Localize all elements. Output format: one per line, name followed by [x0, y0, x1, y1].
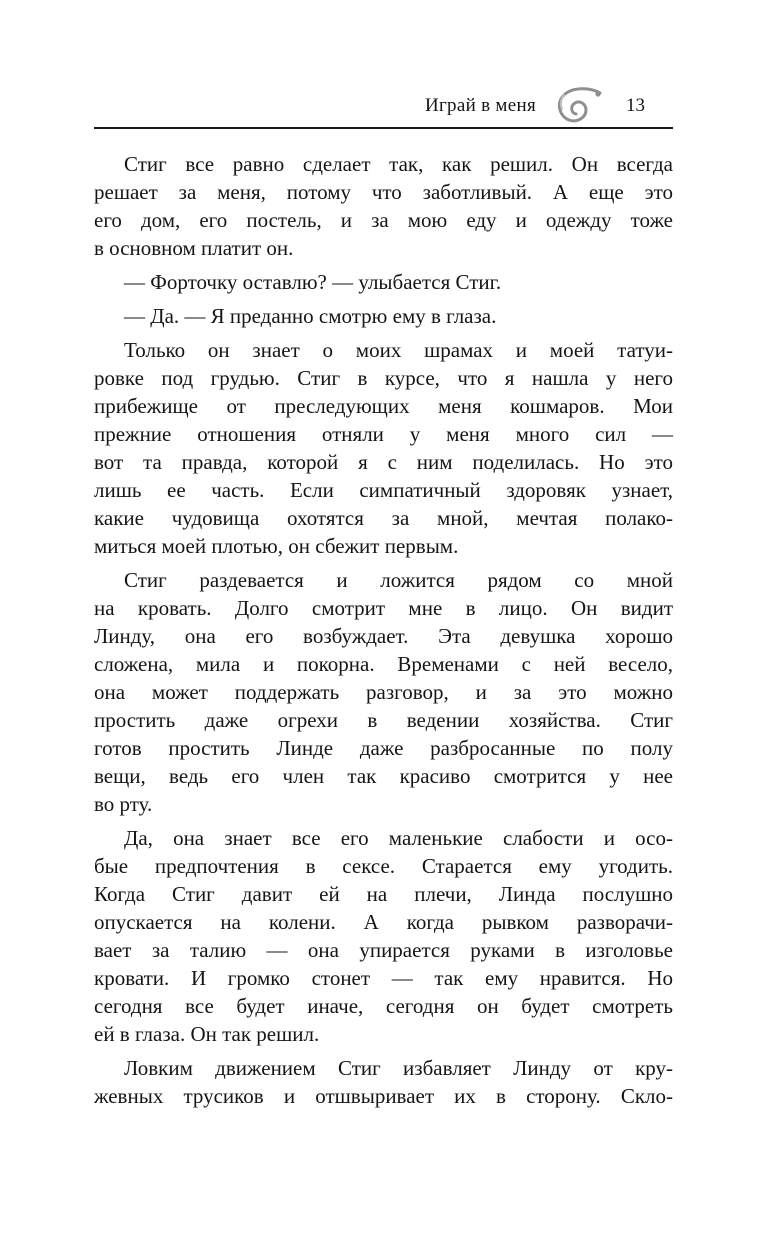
- text-line: миться моей плотью, он сбежит первым.: [94, 534, 459, 558]
- text-line: Линду, она его возбуждает. Эта девушка хорошо: [94, 624, 673, 648]
- text-line: Стиг все равно сделает так, как решил. Он всегда: [124, 152, 673, 176]
- text-line: вает за талию — она упирается руками в изголовье: [94, 938, 673, 962]
- page-header: [94, 88, 673, 124]
- text-line: жевных трусиков и отшвыривает их в сторону. Скло-: [94, 1084, 673, 1108]
- text-line: Когда Стиг давит ей на плечи, Линда послушно: [94, 882, 673, 906]
- text-line: сегодня все будет иначе, сегодня он будет смотреть: [94, 994, 673, 1018]
- text-line: вот та правда, которой я с ним поделилась. Но это: [94, 450, 673, 474]
- text-line: в основном платит он.: [94, 236, 294, 260]
- text-line: решает за меня, потому что заботливый. А еще это: [94, 180, 673, 204]
- text-line: вещи, ведь его член так красиво смотрится у нее: [94, 764, 673, 788]
- text-line: Только он знает о моих шрамах и моей татуи-: [124, 338, 673, 362]
- text-line: опускается на колени. А когда рывком разворачи-: [94, 910, 673, 934]
- text-line: во рту.: [94, 792, 153, 816]
- text-line: бые предпочтения в сексе. Старается ему угодить.: [94, 854, 673, 878]
- text-line: — Форточку оставлю? — улыбается Стиг.: [124, 270, 502, 294]
- header-rule: [94, 127, 673, 129]
- text-line: лишь ее часть. Если симпатичный здоровяк узнает,: [94, 478, 673, 502]
- paragraph: [94, 566, 673, 818]
- text-line: — Да. — Я преданно смотрю ему в глаза.: [124, 304, 497, 328]
- paragraph: [94, 150, 673, 262]
- flourish-icon: [550, 86, 604, 126]
- text-line: прибежище от преследующих меня кошмаров. Мои: [94, 394, 673, 418]
- text-line: готов простить Линде даже разбросанные по полу: [94, 736, 673, 760]
- text-line: какие чудовища охотятся за мной, мечтая полако-: [94, 506, 673, 530]
- text-line: его дом, его постель, и за мою еду и одежду тоже: [94, 208, 673, 232]
- text-line: Стиг раздевается и ложится рядом со мной: [124, 568, 673, 592]
- paragraph: [94, 336, 673, 560]
- paragraph: [94, 268, 673, 296]
- text-line: Да, она знает все его маленькие слабости и осо-: [124, 826, 673, 850]
- text-line: кровати. И громко стонет — так ему нравится. Но: [94, 966, 673, 990]
- text-line: простить даже огрехи в ведении хозяйства. Стиг: [94, 708, 673, 732]
- paragraph: [94, 824, 673, 1048]
- text-line: она может поддержать разговор, и за это можно: [94, 680, 673, 704]
- paragraph: [94, 302, 673, 330]
- text-line: Ловким движением Стиг избавляет Линду от кру-: [124, 1056, 673, 1080]
- text-line: сложена, мила и покорна. Временами с ней весело,: [94, 652, 673, 676]
- text-line: ровке под грудью. Стиг в курсе, что я нашла у него: [94, 366, 673, 390]
- running-title: Играй в меня: [424, 95, 536, 116]
- page-number: 13: [626, 95, 645, 116]
- body-text: [94, 150, 673, 1110]
- text-line: на кровать. Долго смотрит мне в лицо. Он видит: [94, 596, 673, 620]
- text-line: прежние отношения отняли у меня много сил —: [94, 422, 673, 446]
- paragraph: [94, 1054, 673, 1110]
- text-line: ей в глаза. Он так решил.: [94, 1022, 320, 1046]
